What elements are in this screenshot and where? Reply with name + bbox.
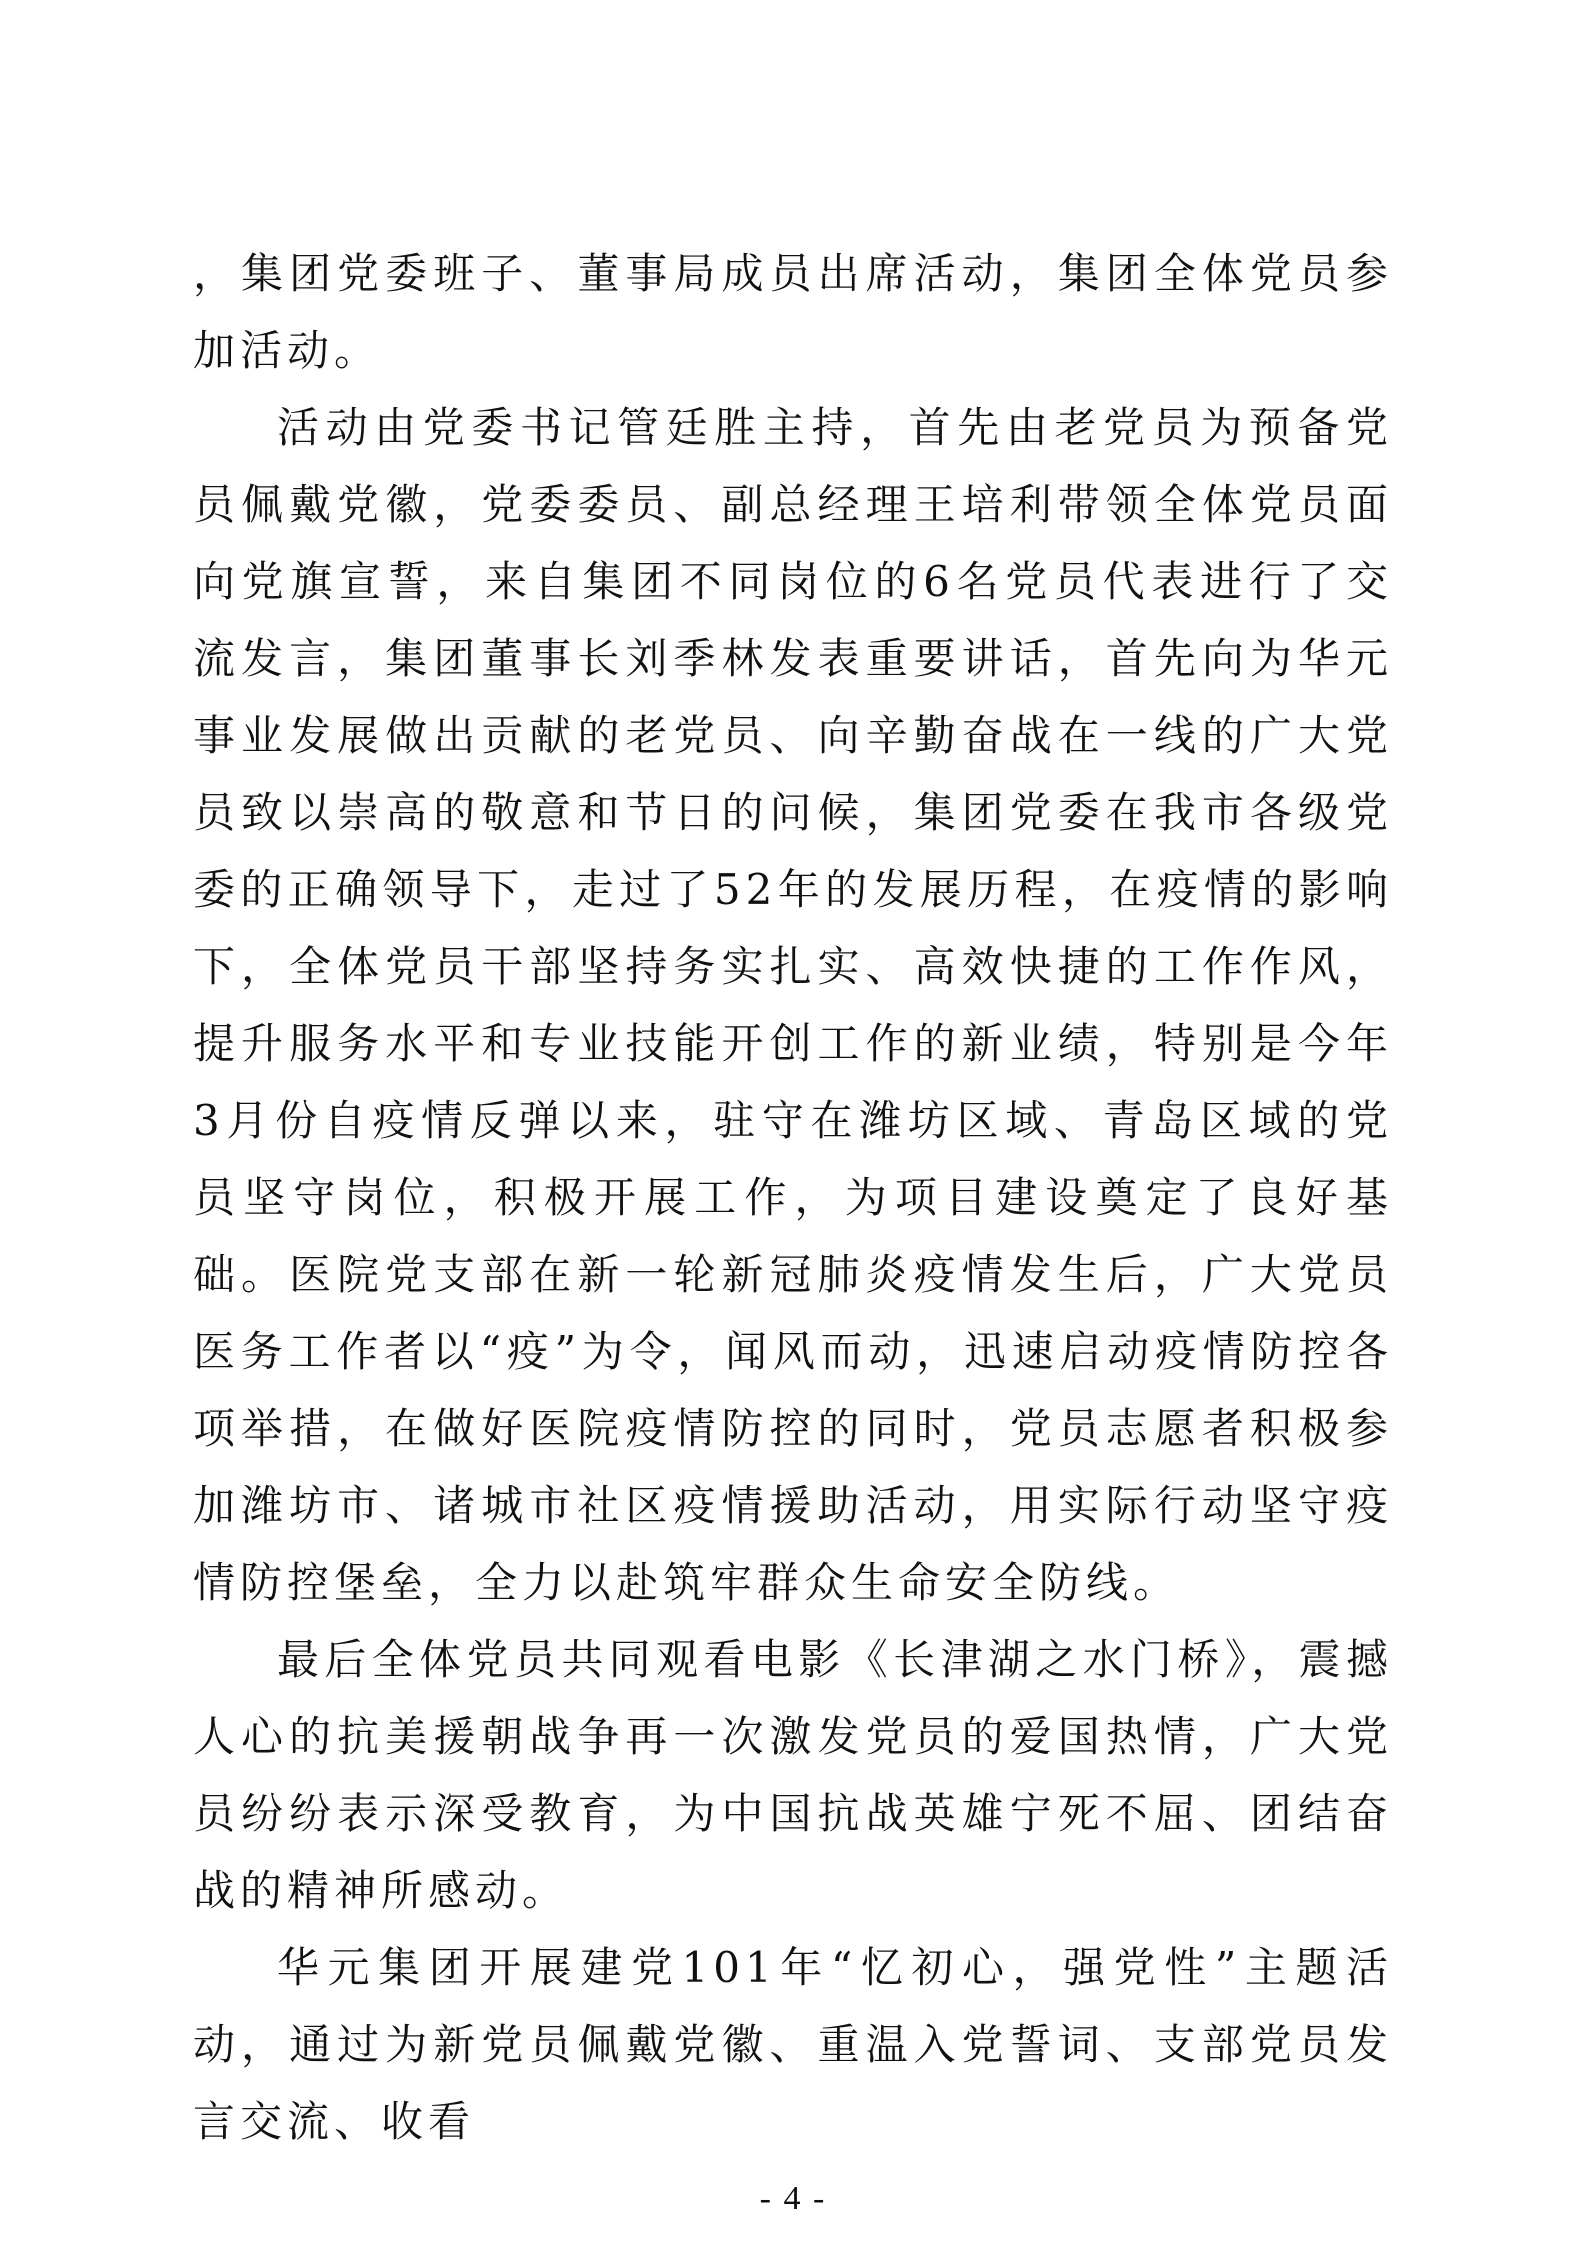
paragraph-summary: 华元集团开展建党101年“忆初心，强党性”主题活动，通过为新党员佩戴党徽、重温入党誓词、支部党员发言交流、收看 bbox=[193, 1943, 1393, 2146]
paragraph-continuation: ，集团党委班子、董事局成员出席活动，集团全体党员参加活动。 bbox=[193, 249, 1393, 375]
document-body bbox=[193, 235, 1393, 2160]
paragraph-activity-details: 活动由党委书记管廷胜主持，首先由老党员为预备党员佩戴党徽，党委委员、副总经理王培利带领全体党员面向党旗宣誓，来自集团不同岗位的6名党员代表进行了交流发言，集团董事长刘季林发表重要讲话，首先向为华元事业发展做出贡献的老党员、向辛勤奋战在一线的广大党员致以崇高的敬意和节日的问候，集团党委在我市各级党委的正确领导下，走过了52年的发展历程，在疫情的影响下，全体党员干部坚持务实扎实、高效快捷的工作作风，提升服务水平和专业技能开创工作的新业绩，特别是今年3月份自疫情反弹以来，驻守在潍坊区域、青岛区域的党员坚守岗位，积极开展工作，为项目建设奠定了良好基础。医院党支部在新一轮新冠肺炎疫情发生后，广大党员医务工作者以“疫”为令，闻风而动，迅速启动疫情防控各项举措，在做好医院疫情防控的同时，党员志愿者积极参加潍坊市、诸城市社区疫情援助活动，用实际行动坚守疫情防控堡垒，全力以赴筑牢群众生命安全防线。 bbox=[193, 403, 1393, 1607]
page-number: - 4 - bbox=[759, 2180, 827, 2217]
paragraph-movie-viewing: 最后全体党员共同观看电影《长津湖之水门桥》，震撼人心的抗美援朝战争再一次激发党员的爱国热情，广大党员纷纷表示深受教育，为中国抗战英雄宁死不屈、团结奋战的精神所感动。 bbox=[193, 1635, 1393, 1915]
